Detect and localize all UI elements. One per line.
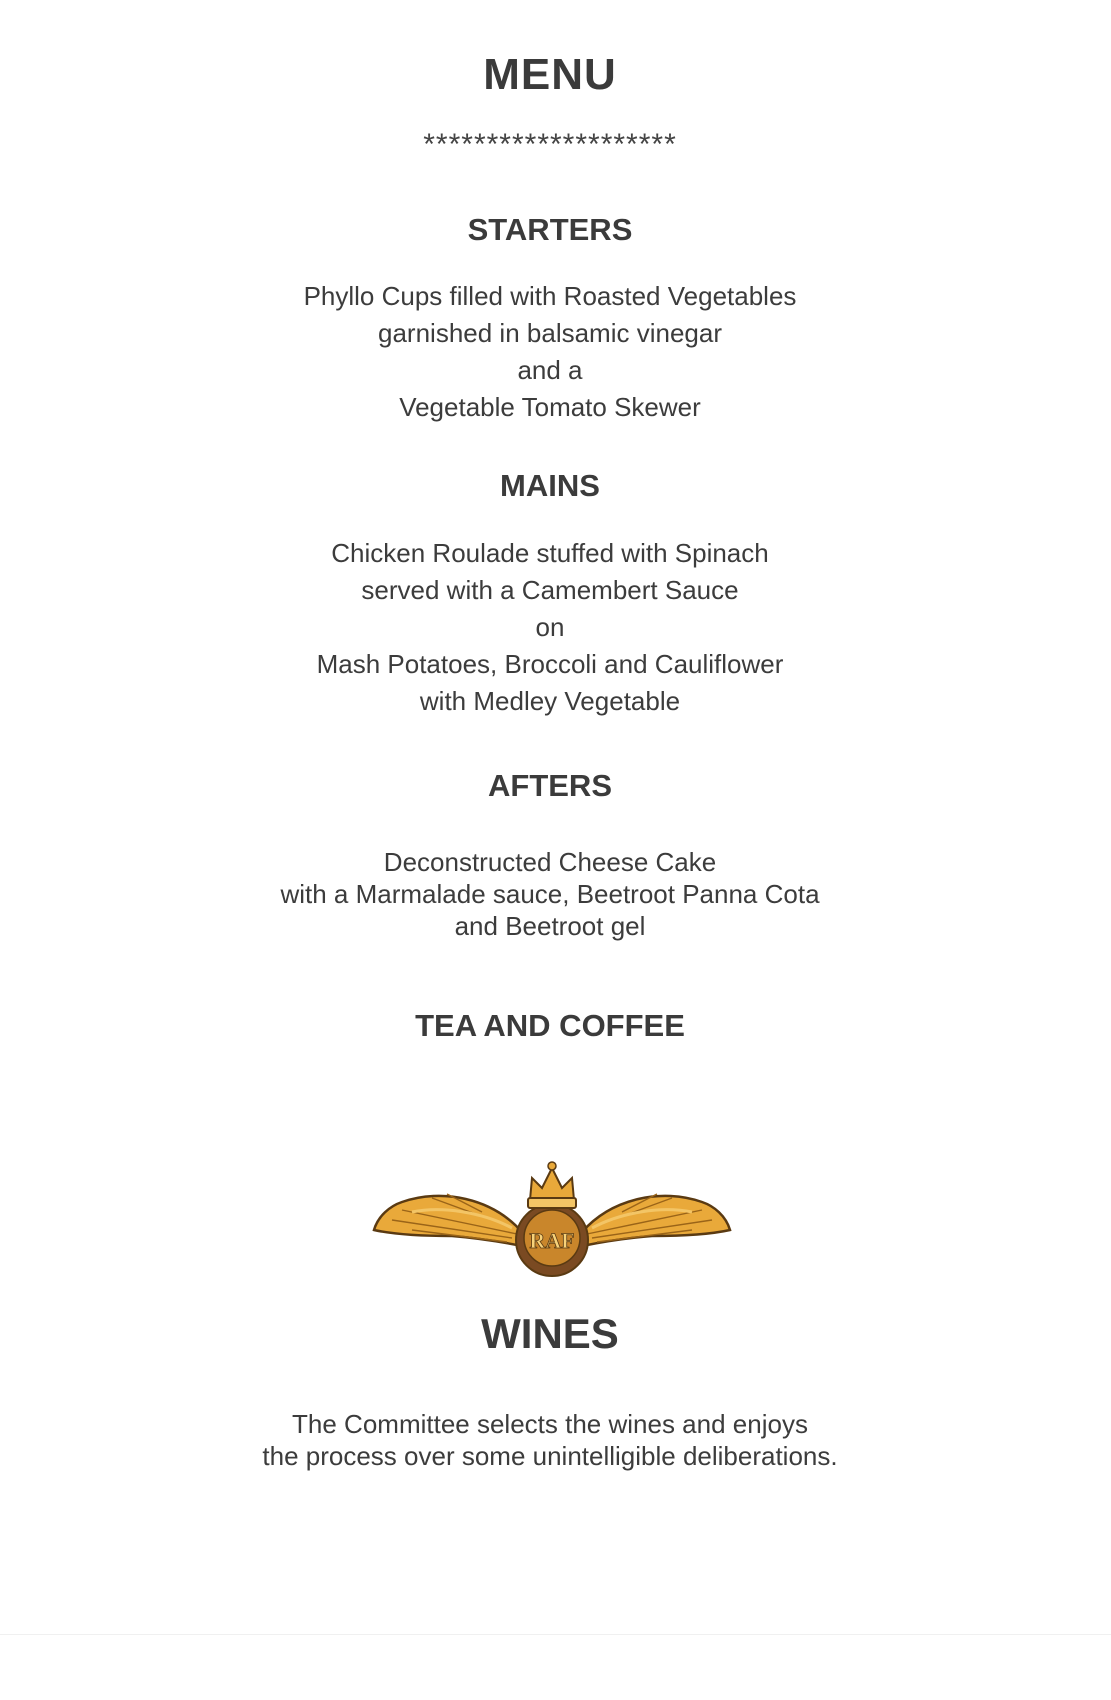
starters-line: garnished in balsamic vinegar bbox=[378, 318, 722, 348]
starters-line: and a bbox=[517, 355, 583, 385]
mains-line: on bbox=[535, 612, 565, 642]
page-divider bbox=[0, 1634, 1111, 1635]
afters-heading: AFTERS bbox=[488, 768, 612, 803]
right-wing-icon bbox=[582, 1194, 730, 1246]
wines-line: the process over some unintelligible deliberations. bbox=[262, 1441, 838, 1471]
raf-wings-badge-icon bbox=[372, 1150, 732, 1282]
mains-heading: MAINS bbox=[500, 468, 600, 503]
starters-heading: STARTERS bbox=[467, 212, 633, 247]
mains-line: with Medley Vegetable bbox=[419, 686, 681, 716]
raf-crest-icon bbox=[516, 1162, 588, 1276]
mains-line: served with a Camembert Sauce bbox=[361, 575, 739, 605]
wines-heading: WINES bbox=[481, 1310, 619, 1357]
mains-line: Chicken Roulade stuffed with Spinach bbox=[331, 538, 769, 568]
afters-description bbox=[0, 846, 1100, 942]
title-separator: ******************** bbox=[423, 128, 677, 161]
wines-description bbox=[0, 1408, 1100, 1472]
mains-description bbox=[0, 535, 1100, 720]
mains-line: Mash Potatoes, Broccoli and Cauliflower bbox=[316, 649, 784, 679]
tea-coffee-heading: TEA AND COFFEE bbox=[415, 1008, 685, 1043]
afters-line: with a Marmalade sauce, Beetroot Panna Cota bbox=[280, 879, 820, 909]
svg-text:RAF: RAF bbox=[529, 1228, 575, 1253]
menu-title: MENU bbox=[483, 50, 617, 99]
starters-line: Vegetable Tomato Skewer bbox=[399, 392, 701, 422]
afters-line: and Beetroot gel bbox=[454, 911, 646, 941]
left-wing-icon bbox=[374, 1194, 522, 1246]
starters-description bbox=[0, 278, 1100, 426]
afters-line: Deconstructed Cheese Cake bbox=[383, 847, 717, 877]
starters-line: Phyllo Cups filled with Roasted Vegetables bbox=[303, 281, 797, 311]
wines-line: The Committee selects the wines and enjoys bbox=[292, 1409, 808, 1439]
